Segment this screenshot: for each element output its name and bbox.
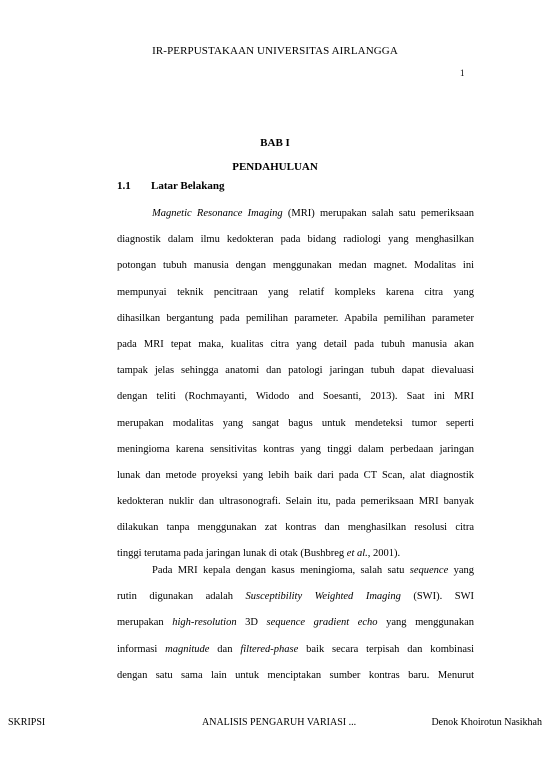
text-segment: pada MRI tepat maka, kualitas citra yang detail pada tubuh manusia akan: [117, 338, 474, 350]
chapter-number: BAB I: [260, 137, 290, 149]
italic-text: magnitude: [165, 643, 210, 655]
text-segment: merupakan: [117, 617, 173, 629]
text-segment: yang: [448, 565, 474, 576]
text-segment: rutin digunakan adalah: [117, 591, 246, 603]
text-segment: meningioma karena sensitivitas kontras yang tinggi dalam perbedaan jaringan: [117, 443, 474, 455]
text-segment: kedokteran nuklir dan ultrasonografi. Selain itu, pada pemeriksaan MRI banyak: [117, 496, 474, 508]
text-segment: merupakan modalitas yang sangat bagus untuk mendeteksi tumor seperti: [117, 417, 474, 429]
text-line: [117, 332, 474, 358]
text-segment: dilakukan tanpa menggunakan zat kontras dan menghasilkan resolusi citra: [117, 522, 474, 534]
text-line: [117, 384, 474, 410]
text-segment: informasi: [117, 643, 166, 655]
footer-center: ANALISIS PENGARUH VARIASI ...: [202, 717, 357, 728]
paragraph-1: [117, 201, 474, 568]
section-title: Latar Belakang: [151, 180, 225, 192]
italic-text: high-resolution: [172, 617, 237, 629]
text-segment: baik secara terpisah dan kombinasi: [298, 643, 475, 655]
text-segment: yang menggunakan: [377, 617, 474, 629]
page-footer: [0, 717, 550, 731]
italic-text: sequence: [409, 565, 449, 576]
text-segment: dengan satu sama lain untuk menciptakan sumber kontras baru. Menurut: [117, 669, 474, 681]
text-segment: (MRI) merupakan salah satu pemeriksaan: [282, 208, 474, 219]
text-line: [117, 358, 474, 384]
text-segment: dihasilkan bergantung pada pemilihan parameter. Apabila pemilihan parameter: [117, 312, 474, 324]
text-segment: mempunyai teknik pencitraan yang relatif kompleks karena citra yang: [117, 286, 474, 298]
text-line: [117, 411, 474, 437]
text-segment: dan: [209, 643, 241, 655]
italic-text: sequence gradient echo: [266, 617, 378, 629]
text-segment: diagnostik dalam ilmu kedokteran pada bidang radiologi yang menghasilkan: [117, 234, 474, 246]
text-line: [117, 584, 474, 610]
text-segment: tinggi terutama pada jaringan lunak di otak (Bushbreg: [117, 548, 347, 560]
text-line: [117, 280, 474, 306]
text-line: [117, 227, 474, 253]
page-header-institution: IR-PERPUSTAKAAN UNIVERSITAS AIRLANGGA: [152, 45, 398, 57]
text-segment: dengan teliti (Rochmayanti, Widodo and Soesanti, 2013). Saat ini MRI: [117, 391, 474, 403]
text-line: [117, 663, 474, 689]
text-line: [117, 306, 474, 332]
text-line: [117, 489, 474, 515]
text-segment: tampak jelas sehingga anatomi dan patologi jaringan tubuh dapat dievaluasi: [117, 365, 474, 377]
footer-left: SKRIPSI: [8, 717, 46, 728]
paragraph-2: [117, 558, 475, 689]
text-segment: lunak dan metode proyeksi yang lebih baik dari pada CT Scan, alat diagnostik: [117, 469, 474, 481]
text-line: [117, 463, 474, 489]
text-line: [117, 637, 474, 663]
italic-text: Susceptibility Weighted Imaging: [245, 591, 401, 603]
text-segment: potongan tubuh manusia dengan menggunakan medan magnet. Modalitas ini: [117, 260, 474, 272]
text-segment: 3D: [236, 617, 267, 629]
text-line: [117, 437, 474, 463]
italic-text: et al.: [346, 548, 368, 560]
page-number: 1: [460, 68, 465, 78]
section-heading: [117, 180, 224, 192]
text-line: [117, 253, 474, 279]
italic-text: Magnetic Resonance Imaging: [152, 208, 283, 219]
italic-text: filtered-phase: [240, 643, 299, 655]
chapter-title: PENDAHULUAN: [232, 161, 318, 173]
text-segment: (SWI). SWI: [400, 591, 474, 603]
section-number: 1.1: [117, 180, 131, 192]
text-line: [117, 610, 474, 636]
text-line: [117, 515, 474, 541]
text-segment: Pada MRI kepala dengan kasus meningioma, salah satu: [152, 565, 410, 576]
text-line: [152, 201, 474, 227]
text-segment: , 2001).: [367, 548, 401, 560]
footer-right: Denok Khoirotun Nasikhah: [431, 717, 542, 728]
text-line: [152, 558, 474, 584]
